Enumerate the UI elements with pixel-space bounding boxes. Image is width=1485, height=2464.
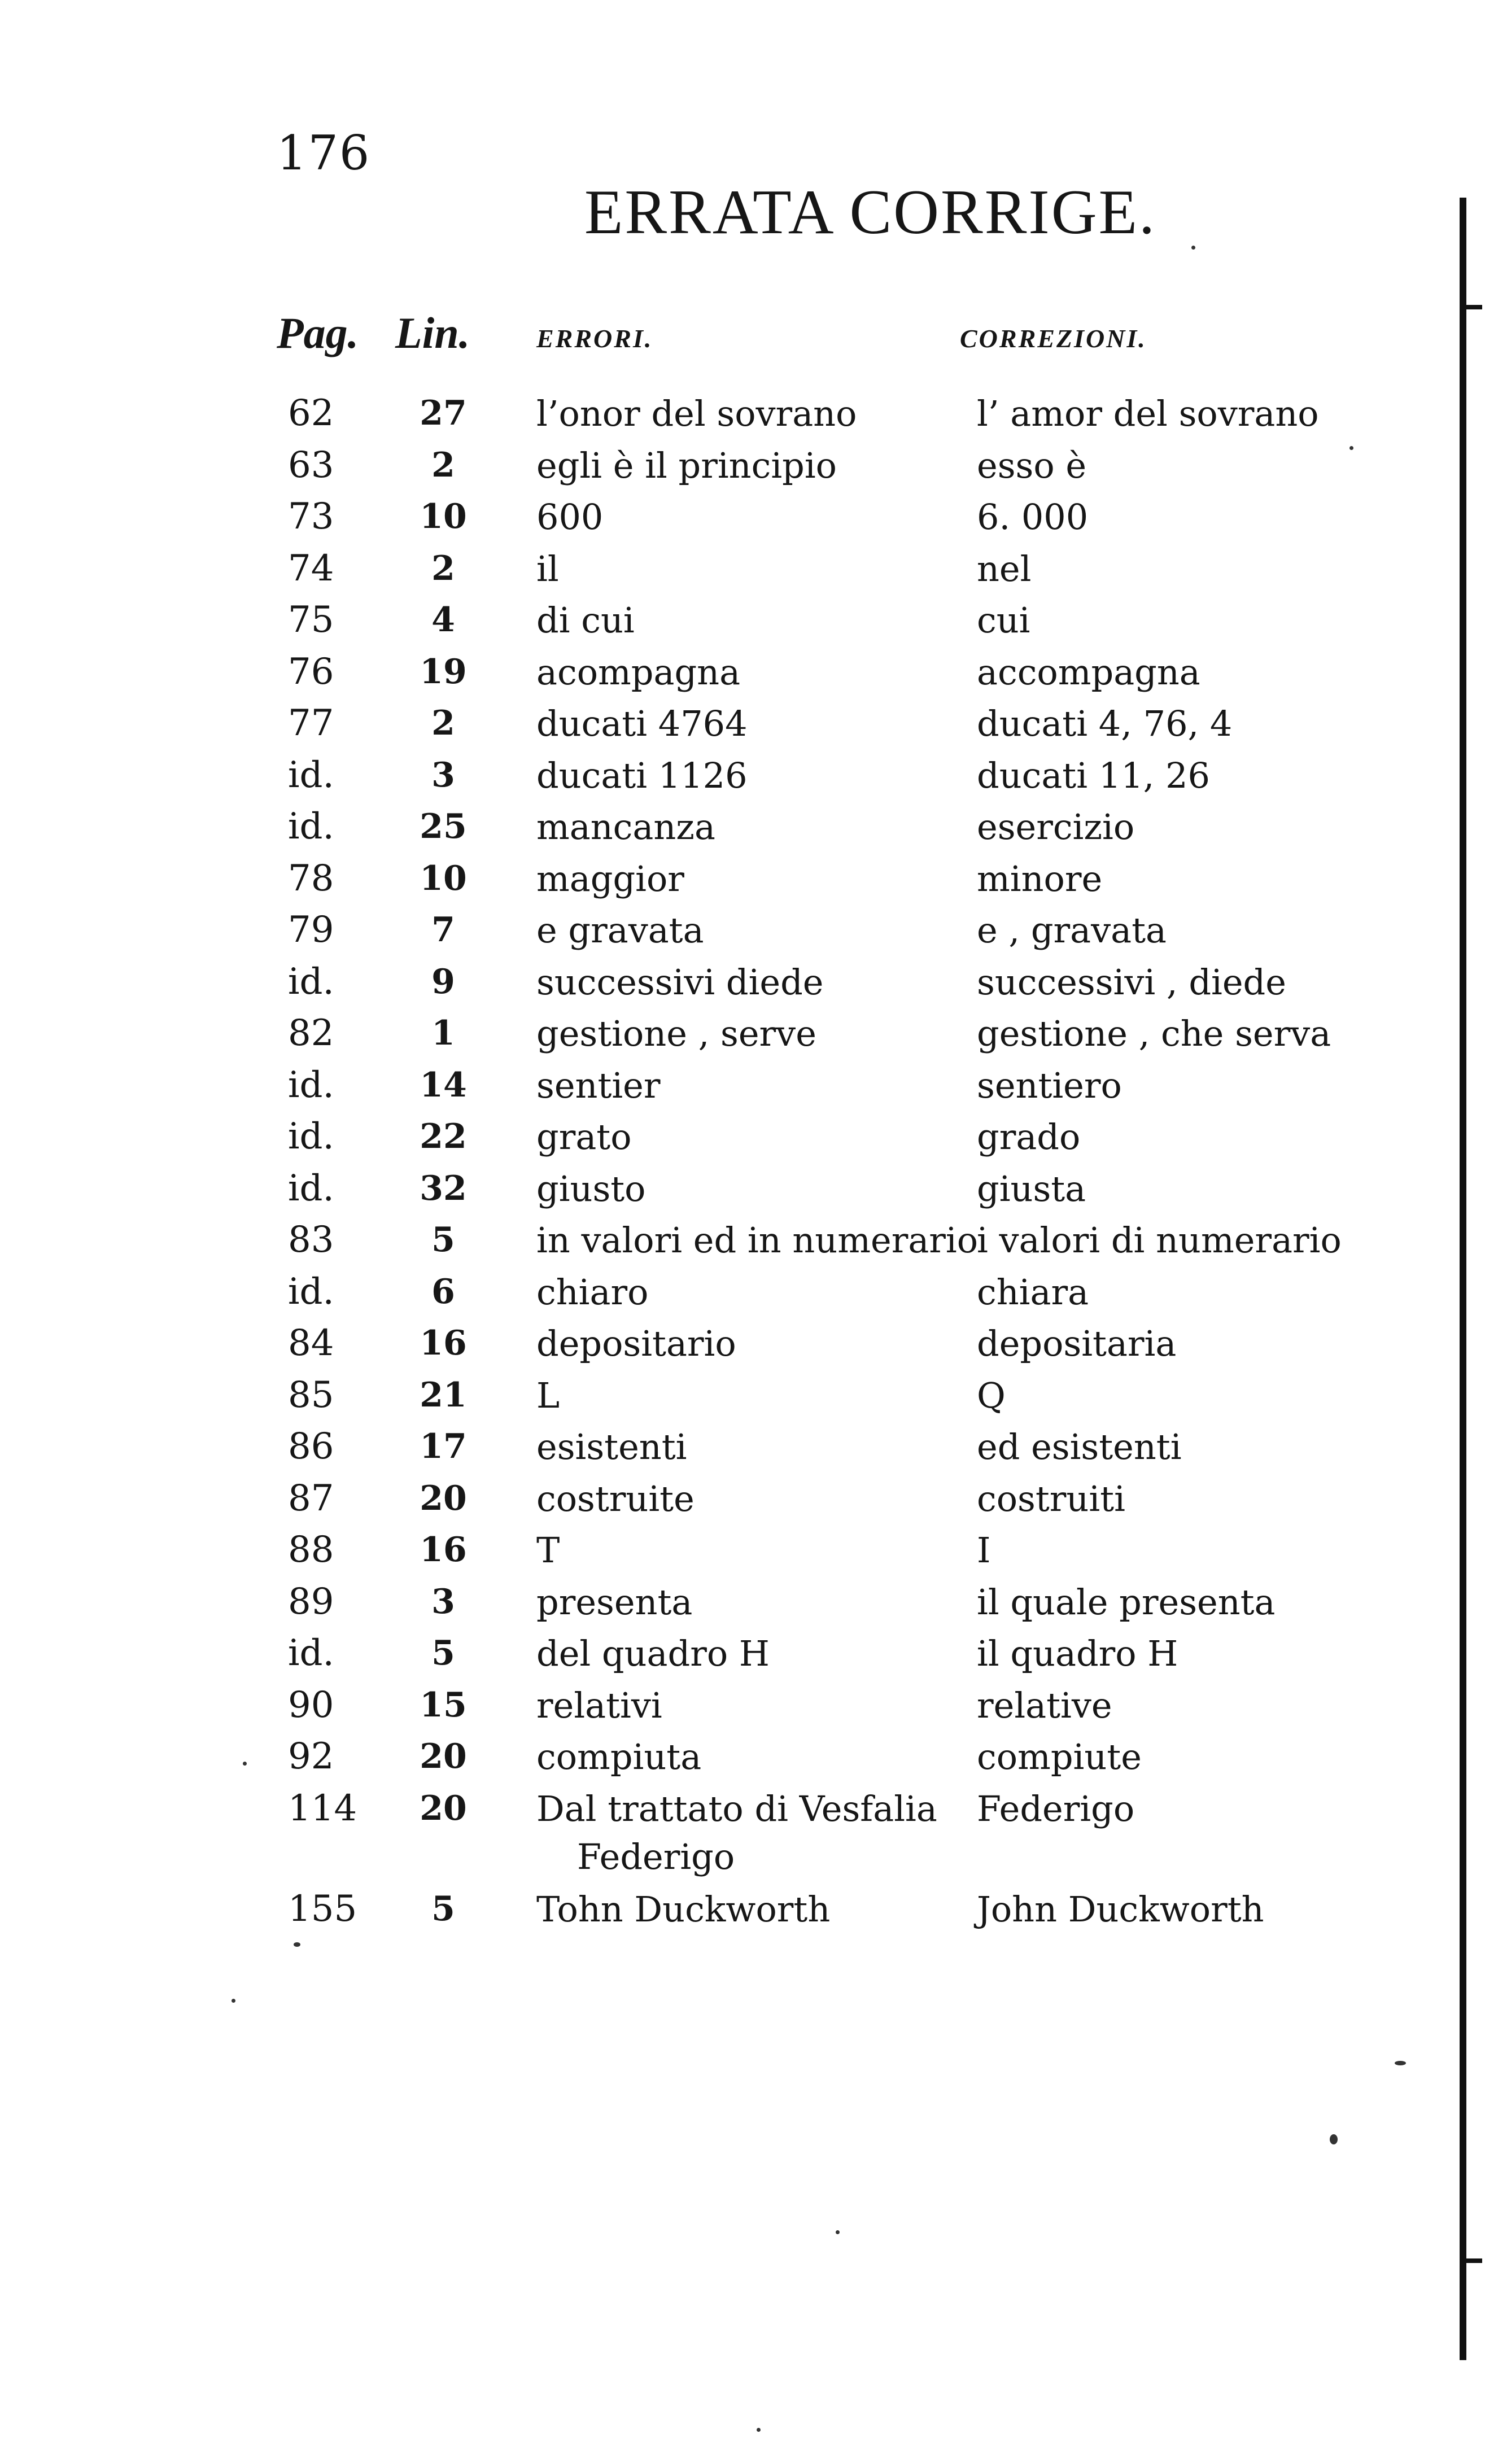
table-row (0, 752, 1485, 803)
cell-line: 16 (420, 1323, 467, 1363)
cell-error: T (536, 1530, 560, 1571)
table-row (0, 958, 1485, 1010)
table-row (0, 390, 1485, 442)
cell-correction: il quale presenta (977, 1581, 1276, 1623)
cell-line: 5 (431, 1633, 455, 1673)
cell-page: 90 (288, 1684, 334, 1726)
cell-line: 21 (420, 1375, 467, 1415)
cell-page: 87 (288, 1477, 334, 1519)
cell-page: id. (288, 1270, 334, 1313)
table-row (0, 700, 1485, 752)
cell-page: 78 (288, 857, 334, 899)
ink-speck (1330, 2134, 1338, 2144)
cell-error: costruite (536, 1478, 695, 1519)
cell-page: 92 (288, 1736, 334, 1777)
ink-speck (1191, 246, 1195, 250)
binding-edge-mark (1462, 2258, 1482, 2263)
table-row (0, 906, 1485, 958)
cell-correction: chiara (977, 1271, 1089, 1313)
cell-error: successivi diede (536, 961, 824, 1003)
cell-error: e gravata (536, 910, 704, 951)
cell-line: 32 (420, 1168, 467, 1208)
cell-page: 74 (288, 547, 334, 589)
cell-page: 85 (288, 1374, 334, 1416)
header-errors: ERRORI. (536, 324, 653, 353)
table-row (0, 1371, 1485, 1423)
cell-line: 16 (420, 1530, 467, 1570)
table-row (0, 1785, 1485, 1885)
cell-correction: esercizio (977, 806, 1135, 847)
table-row (0, 493, 1485, 545)
cell-error: relativi (536, 1684, 662, 1726)
cell-correction: relative (977, 1684, 1112, 1726)
cell-line: 7 (431, 910, 455, 950)
cell-correction: accompagna (977, 651, 1200, 693)
cell-error-line2: Federigo (577, 1836, 735, 1877)
cell-page: 89 (288, 1580, 334, 1623)
table-row (0, 545, 1485, 597)
cell-correction: I (977, 1530, 991, 1571)
cell-error: l’onor del sovrano (536, 393, 857, 434)
cell-page: id. (288, 960, 334, 1003)
cell-correction: sentiero (977, 1064, 1122, 1106)
table-row (0, 1423, 1485, 1475)
cell-error: depositario (536, 1323, 736, 1364)
table-row (0, 1629, 1485, 1681)
cell-correction: compiute (977, 1736, 1142, 1777)
cell-error: Tohn Duckworth (536, 1888, 831, 1930)
cell-error: egli è il principio (536, 444, 837, 486)
table-row (0, 1733, 1485, 1785)
ink-speck (836, 2230, 840, 2234)
cell-error (536, 1785, 937, 1881)
cell-correction: John Duckworth (977, 1888, 1264, 1930)
cell-error: ducati 1126 (536, 754, 748, 796)
cell-line: 20 (420, 1478, 467, 1518)
cell-line: 10 (420, 497, 467, 536)
table-row (0, 1010, 1485, 1061)
cell-correction: 6. 000 (977, 496, 1089, 538)
cell-error: di cui (536, 600, 635, 641)
table-row (0, 1885, 1485, 1937)
cell-error: grato (536, 1116, 632, 1157)
cell-page: 62 (288, 392, 334, 434)
cell-line: 2 (431, 548, 455, 588)
cell-error: L (536, 1374, 560, 1416)
cell-line: 22 (420, 1117, 467, 1156)
cell-line: 1 (431, 1013, 455, 1053)
cell-line: 15 (420, 1685, 467, 1725)
cell-page: 114 (288, 1787, 357, 1829)
cell-page: 76 (288, 650, 334, 693)
cell-line: 3 (431, 755, 455, 795)
cell-line: 27 (420, 394, 467, 433)
binding-edge-mark (1462, 305, 1482, 309)
table-row (0, 596, 1485, 648)
cell-correction: depositaria (977, 1323, 1177, 1364)
table-row (0, 855, 1485, 907)
cell-page: id. (288, 1167, 334, 1209)
cell-line: 20 (420, 1788, 467, 1828)
cell-page: id. (288, 754, 334, 796)
cell-error: maggior (536, 858, 684, 899)
cell-error: compiuta (536, 1736, 702, 1777)
table-row (0, 1268, 1485, 1320)
table-row (0, 1320, 1485, 1371)
cell-page: id. (288, 1064, 334, 1106)
ink-speck (1349, 446, 1353, 450)
cell-page: 82 (288, 1012, 334, 1054)
ink-speck (1395, 2061, 1406, 2065)
cell-error: mancanza (536, 806, 715, 847)
table-row (0, 1475, 1485, 1527)
cell-page: id. (288, 806, 334, 847)
cell-error: il (536, 548, 559, 589)
cell-line: 10 (420, 858, 467, 898)
table-row (0, 1526, 1485, 1578)
table-row (0, 1681, 1485, 1733)
ink-speck (757, 2428, 761, 2432)
cell-page: 63 (288, 444, 334, 486)
cell-correction: ducati 4, 76, 4 (977, 703, 1233, 744)
cell-line: 14 (420, 1065, 467, 1105)
cell-page: 73 (288, 496, 334, 538)
cell-error: 600 (536, 496, 604, 538)
cell-correction: esso è (977, 444, 1087, 486)
cell-page: 77 (288, 702, 334, 744)
cell-error: del quadro H (536, 1633, 770, 1674)
cell-line: 9 (431, 962, 455, 1002)
cell-error: esistenti (536, 1426, 687, 1467)
cell-error: gestione , serve (536, 1013, 816, 1054)
cell-line: 5 (431, 1220, 455, 1260)
ink-speck (294, 1942, 300, 1947)
cell-line: 5 (431, 1889, 455, 1929)
cell-page: 75 (288, 599, 334, 641)
header-page: Pag. (277, 308, 359, 357)
table-row (0, 648, 1485, 700)
page-number: 176 (277, 125, 371, 181)
cell-correction: cui (977, 600, 1030, 641)
table-row (0, 1165, 1485, 1217)
cell-line: 20 (420, 1737, 467, 1776)
table-row (0, 1113, 1485, 1165)
table-row (0, 803, 1485, 855)
cell-correction: gestione , che serva (977, 1013, 1331, 1054)
cell-correction: grado (977, 1116, 1081, 1157)
cell-error: giusto (536, 1168, 646, 1209)
cell-line: 6 (431, 1272, 455, 1312)
header-corrections: CORREZIONI. (960, 324, 1147, 353)
cell-page: id. (288, 1632, 334, 1674)
header-line: Lin. (395, 308, 470, 357)
cell-correction: l’ amor del sovrano (977, 393, 1319, 434)
cell-page: 88 (288, 1529, 334, 1571)
cell-error: presenta (536, 1581, 693, 1623)
cell-line: 25 (420, 807, 467, 846)
cell-line: 2 (431, 445, 455, 485)
cell-correction: ducati 11, 26 (977, 754, 1210, 796)
cell-correction: Federigo (977, 1788, 1135, 1829)
cell-error-line1: Dal trattato di Vesfalia (536, 1788, 937, 1829)
cell-line: 19 (420, 652, 467, 692)
table-row (0, 1216, 1485, 1268)
ink-speck (232, 1999, 235, 2003)
table-row (0, 1061, 1485, 1113)
cell-line: 3 (431, 1581, 455, 1622)
cell-line: 17 (420, 1427, 467, 1466)
ink-speck (243, 1762, 247, 1766)
cell-correction: e , gravata (977, 910, 1167, 951)
cell-error: in valori ed in numerario (536, 1220, 979, 1261)
table-row (0, 1578, 1485, 1630)
cell-line: 4 (431, 600, 455, 640)
cell-correction: Q (977, 1374, 1006, 1416)
cell-error: chiaro (536, 1271, 649, 1313)
cell-page: 155 (288, 1888, 357, 1930)
errata-table (0, 390, 1485, 1937)
cell-error: ducati 4764 (536, 703, 748, 744)
table-header (0, 308, 1485, 364)
binding-edge-rule (1460, 198, 1466, 2360)
cell-page: 86 (288, 1426, 334, 1467)
cell-correction: il quadro H (977, 1633, 1178, 1674)
cell-error: sentier (536, 1064, 661, 1106)
cell-line: 2 (431, 704, 455, 743)
cell-error: acompagna (536, 651, 741, 693)
cell-correction: successivi , diede (977, 961, 1286, 1003)
cell-correction: nel (977, 548, 1032, 589)
cell-page: 79 (288, 909, 334, 951)
cell-correction: giusta (977, 1168, 1086, 1209)
cell-correction: ed esistenti (977, 1426, 1182, 1467)
cell-correction: i valori di numerario (977, 1220, 1342, 1261)
page-title: ERRATA CORRIGE. (584, 177, 1157, 247)
table-row (0, 442, 1485, 493)
cell-page: id. (288, 1116, 334, 1157)
cell-correction: minore (977, 858, 1103, 899)
cell-page: 83 (288, 1219, 334, 1261)
cell-page: 84 (288, 1322, 334, 1364)
cell-correction: costruiti (977, 1478, 1125, 1519)
